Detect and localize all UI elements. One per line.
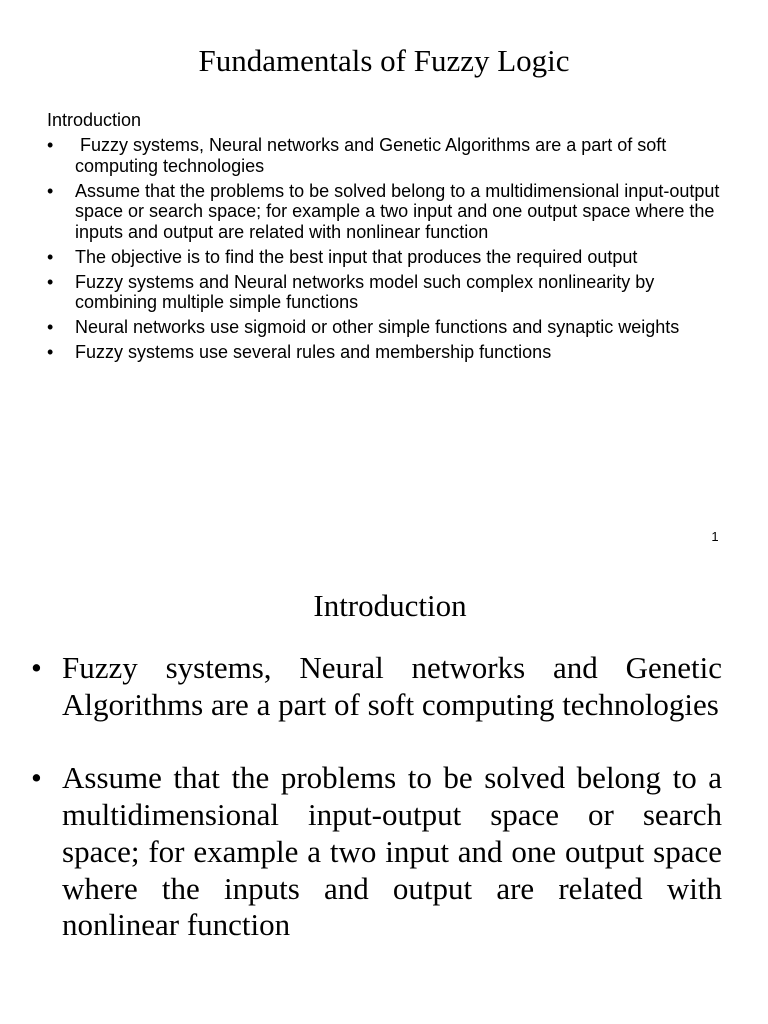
slide-1-bullet-item [47,181,737,243]
bullet-icon: • [31,760,42,796]
slide-1-bullet-list [47,135,737,367]
slide-1-bullet-item [47,135,737,176]
slide-2-bullet-list [28,650,722,981]
bullet-icon: • [47,246,54,267]
bullet-text: Fuzzy systems, Neural networks and Genetic Algorithms are a part of soft computing technologies [75,135,672,176]
bullet-text: The objective is to find the best input that produces the required output [75,246,638,267]
bullet-text: Neural networks use sigmoid or other simple functions and synaptic weights [75,317,680,337]
bullet-icon: • [47,342,54,362]
bullet-text: Assume that the problems to be solved belong to a multidimensional input-output space or search space; for example a two input and one output space where the inputs and output are related with nonlinear function [62,760,722,943]
page-number: 1 [711,529,719,544]
bullet-icon: • [47,180,54,201]
bullet-text: Fuzzy systems, Neural networks and Genetic Algorithms are a part of soft computing technologies [62,650,722,722]
slide-1-bullet-item [47,317,737,338]
bullet-text: Fuzzy systems and Neural networks model such complex nonlinearity by combining multiple simple functions [75,271,655,312]
slide-1-subtitle: Introduction [47,110,142,130]
slide-1-bullet-item [47,272,737,313]
slide-1-bullet-item [47,247,737,268]
slide-1-title: Fundamentals of Fuzzy Logic [198,43,570,78]
bullet-icon: • [47,317,54,337]
slide-2-bullet-item [28,760,722,944]
bullet-icon: • [47,271,54,292]
bullet-text: Fuzzy systems use several rules and membership functions [75,342,552,362]
bullet-icon: • [47,135,54,155]
slide-1-bullet-item [47,342,737,363]
bullet-text: Assume that the problems to be solved belong to a multidimensional input-output space or search space; for example a two input and one output space where the inputs and output are related with nonlinear function [75,180,720,242]
slide-2-title: Introduction [313,588,467,623]
bullet-icon: • [31,650,42,685]
slide-2-bullet-item [28,650,722,723]
